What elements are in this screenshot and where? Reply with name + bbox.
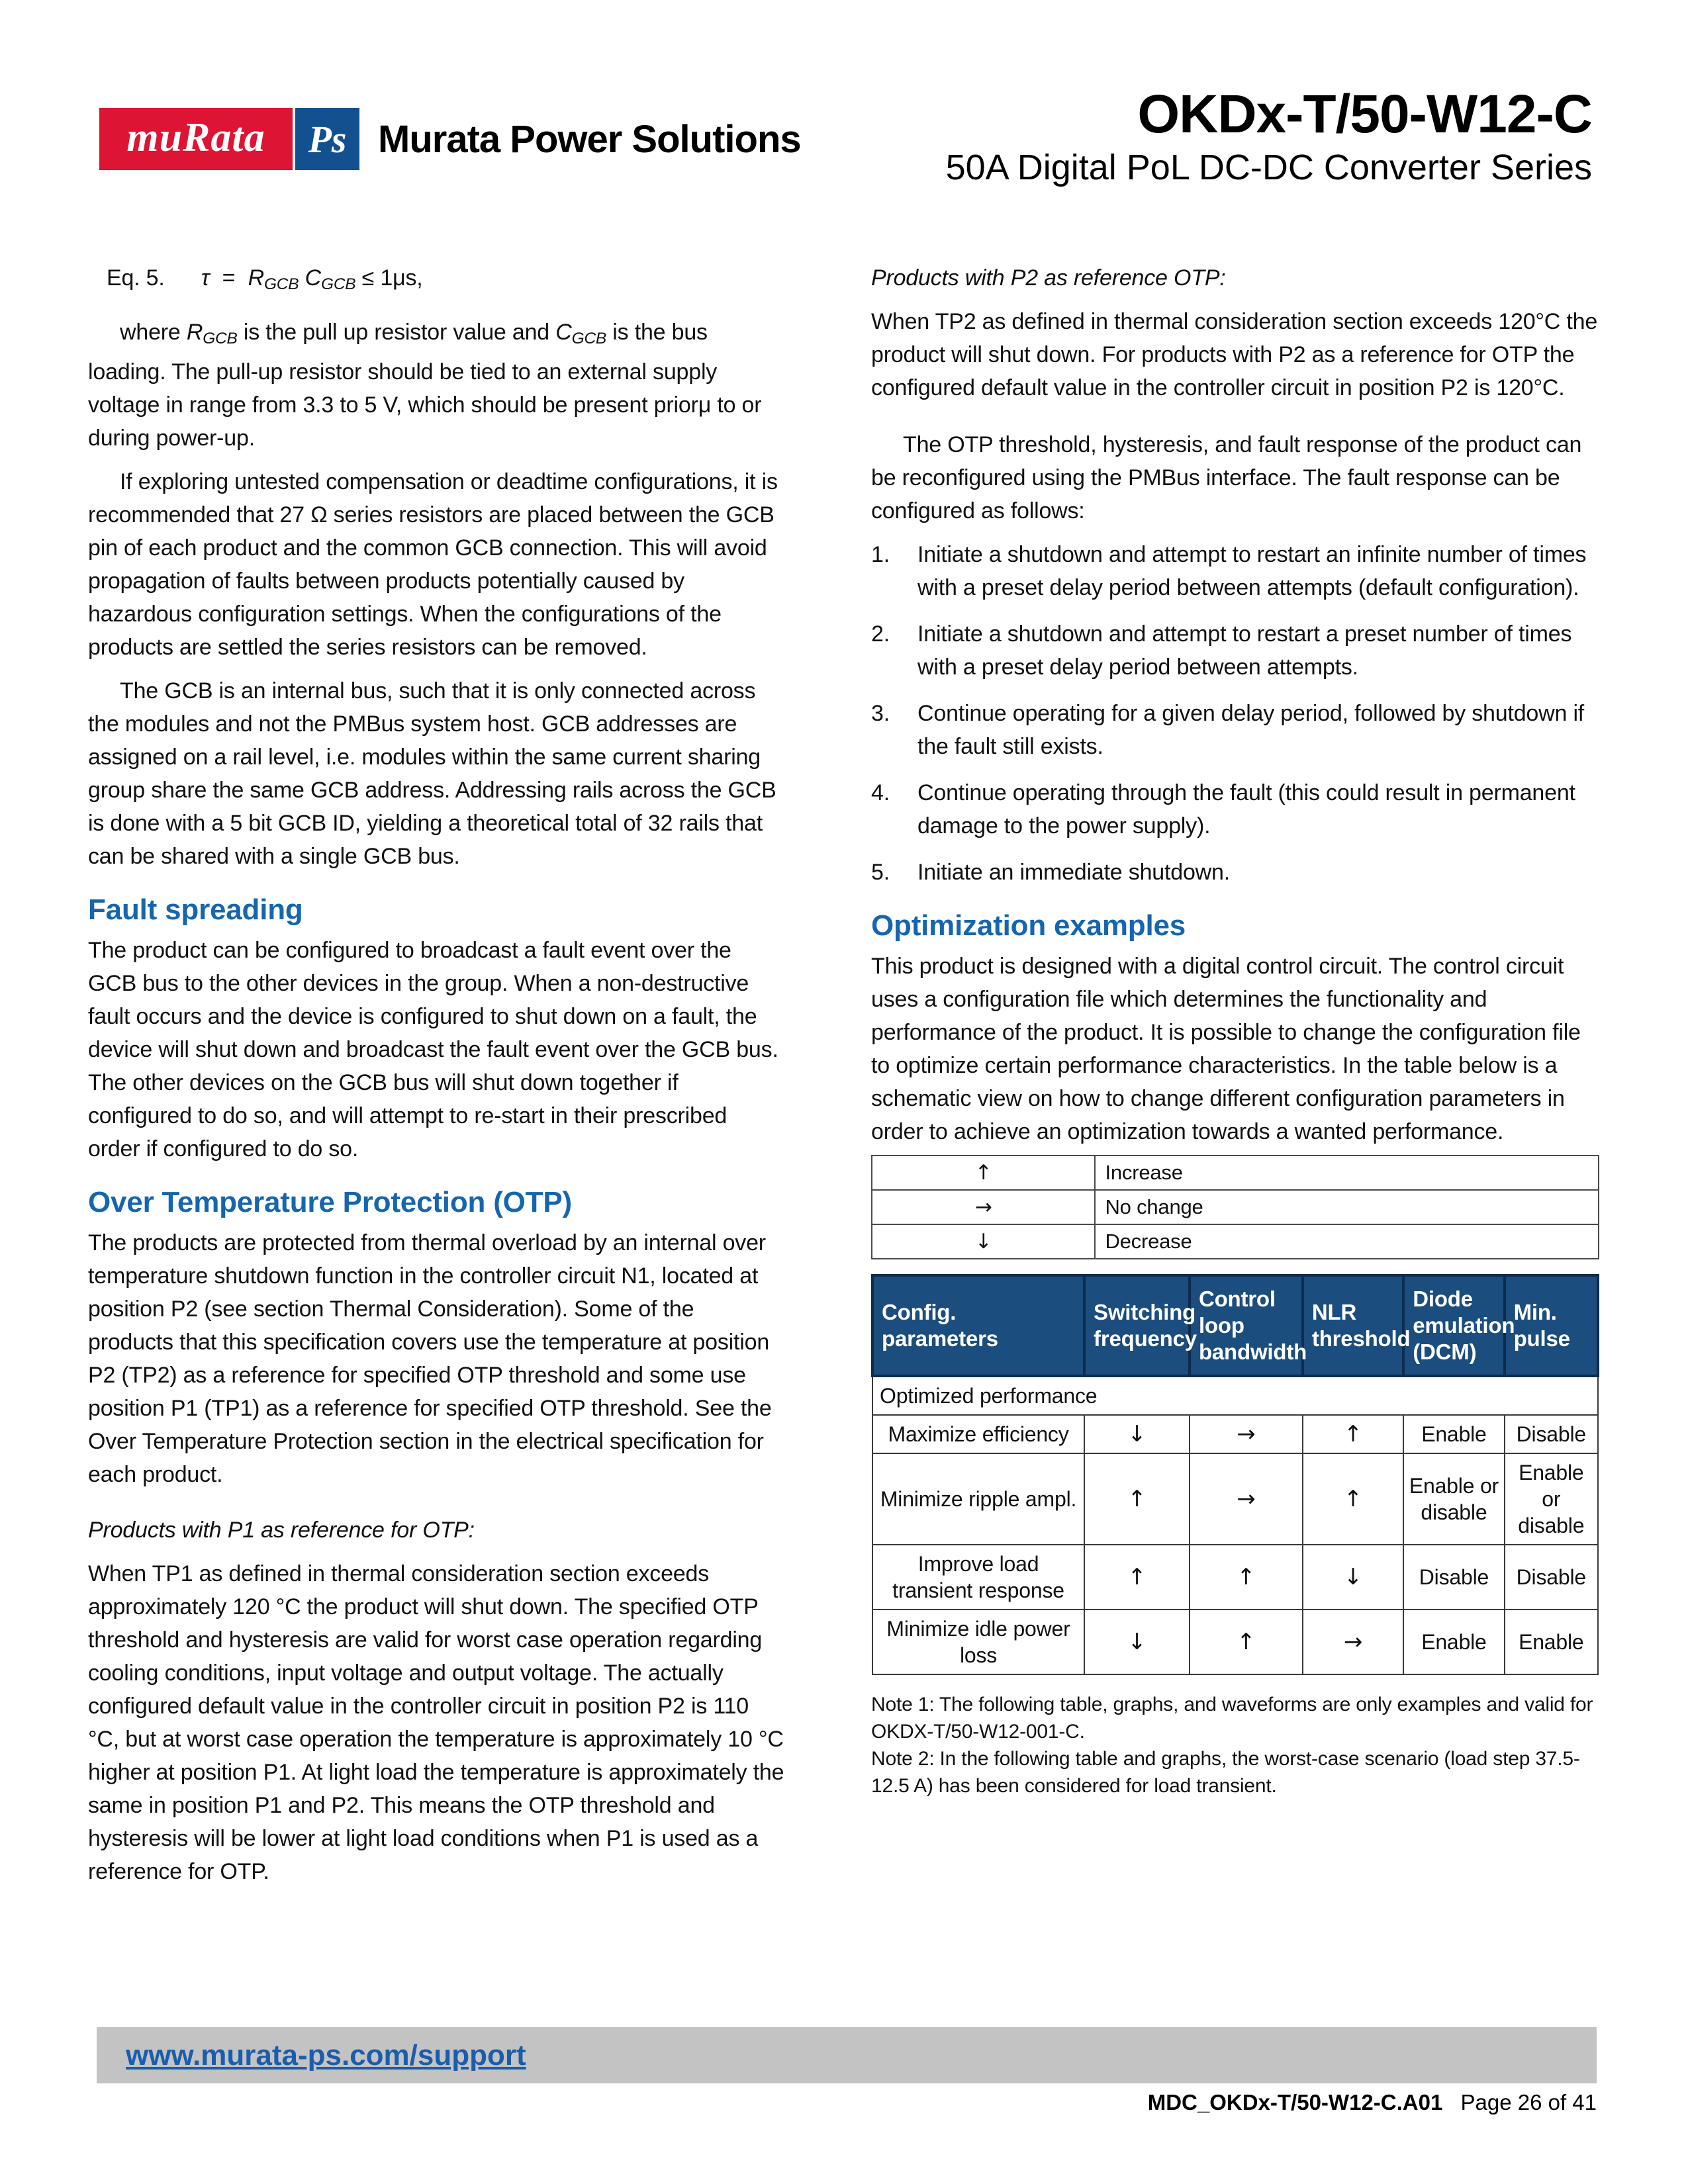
table-section-row bbox=[872, 1376, 1598, 1415]
subheading-p1-reference: Products with P1 as reference for OTP: bbox=[88, 1518, 475, 1543]
subheading-p2-reference: Products with P2 as reference OTP: bbox=[871, 265, 1226, 291]
list-item: 4. Continue operating through the fault (this could result in permanent damage to the power supply). bbox=[871, 780, 1575, 839]
product-title: OKDx-T/50-W12-C bbox=[1137, 84, 1592, 144]
col-header-diode-emulation: Diode emulation (DCM) bbox=[1403, 1275, 1504, 1376]
product-subtitle: 50A Digital PoL DC-DC Converter Series bbox=[945, 148, 1592, 187]
cell-pulse: Enable or disable bbox=[1505, 1453, 1598, 1545]
optimization-table bbox=[871, 1274, 1599, 1675]
cell-loop: ↑ bbox=[1190, 1545, 1303, 1610]
legend-label: Decrease bbox=[1095, 1224, 1599, 1259]
equation-r: R bbox=[248, 265, 264, 291]
section-label: Optimized performance bbox=[872, 1376, 1598, 1415]
legend-row bbox=[872, 1224, 1599, 1259]
col-header-config-parameters: Config. parameters bbox=[872, 1275, 1084, 1376]
paragraph-gcb-bus: The GCB is an internal bus, such that it is only connected across the modules and not the PMBus system host. GCB addresses are assigned on a rail level, i.e. modules within the same current sharing group share the same GCB address. Addressing rails across the GCB is done with a 5 bit GCB ID, yielding a theoretical total of 32 rails that can be shared with a single GCB bus. bbox=[88, 678, 776, 870]
cell-loop: → bbox=[1190, 1453, 1303, 1545]
cell-nlr: ↑ bbox=[1303, 1453, 1403, 1545]
heading-otp: Over Temperature Protection (OTP) bbox=[88, 1186, 572, 1219]
col-header-nlr-threshold: NLR threshold bbox=[1303, 1275, 1403, 1376]
paragraph-otp-reconfigure: The OTP threshold, hysteresis, and fault response of the product can be reconfigured using the PMBus interface. The fault response can be configured as follows: bbox=[871, 432, 1582, 523]
table-row bbox=[872, 1545, 1598, 1610]
table-row bbox=[872, 1415, 1598, 1453]
col-header-control-loop-bandwidth: Control loop bandwidth bbox=[1190, 1275, 1303, 1376]
legend-label: No change bbox=[1095, 1190, 1599, 1224]
paragraph-fault-spreading: The product can be configured to broadcast a fault event over the GCB bus to the other devices in the group. When a non-destructive fault occurs and the device is configured to shut down on a fault, the device will shut down and broadcast the fault event over the GCB bus. The other devices on the GCB bus will shut down together if configured to do so, and will attempt to re-start in their prescribed order if configured to do so. bbox=[88, 938, 778, 1162]
equation-5 bbox=[88, 261, 784, 301]
table-row bbox=[872, 1610, 1598, 1674]
equation-c-sub: GCB bbox=[320, 275, 356, 294]
legend-row bbox=[872, 1156, 1599, 1190]
page-number: Page 26 of 41 bbox=[1460, 2090, 1597, 2115]
footer-reference bbox=[1148, 2090, 1597, 2115]
fault-response-list bbox=[871, 538, 1599, 889]
list-item: 2. Initiate a shutdown and attempt to restart a preset number of times with a preset delay period between attempts. bbox=[871, 621, 1572, 680]
company-name: Murata Power Solutions bbox=[378, 117, 801, 161]
cell-loop: ↑ bbox=[1190, 1610, 1303, 1674]
support-link[interactable]: www.murata-ps.com/support bbox=[126, 2038, 526, 2071]
list-item: 5. Initiate an immediate shutdown. bbox=[871, 860, 1230, 885]
list-item: 1. Initiate a shutdown and attempt to restart an infinite number of times with a preset delay period between attempts (default configuration). bbox=[871, 542, 1587, 600]
heading-fault-spreading: Fault spreading bbox=[88, 893, 303, 927]
paragraph-optimization: This product is designed with a digital control circuit. The control circuit uses a configuration file which determines the functionality and performance of the product. It is possible to change the configuration file to optimize certain performance characteristics. In the table below is a schematic view on how to change different configuration parameters in order to achieve an optimization towards a wanted performance. bbox=[871, 954, 1581, 1144]
arrow-legend-table bbox=[871, 1155, 1599, 1259]
paragraph-otp: The products are protected from thermal overload by an internal over temperature shutdown function in the controller circuit N1, located at position P2 (see section Thermal Consideration). Some of the products that this specification covers use the temperature at position P2 (TP2) as a reference for specified OTP threshold and some use position P1 (TP1) as a reference for specified OTP threshold. See the Over Temperature Protection section in the electrical specification for each product. bbox=[88, 1230, 772, 1488]
paragraph-p1-reference: When TP1 as defined in thermal consideration section exceeds approximately 120 °C the product will shut down. The specified OTP threshold and hysteresis are valid for worst case operation regarding cooling conditions, input voltage and output voltage. The actually configured default value in the controller circuit in position P2 is 110 °C, but at worst case operation the temperature is approximately 10 °C higher at position P1. At light load the temperature is approximately the same in position P1 and P2. This means the OTP threshold and hysteresis will be lower at light load conditions when P1 is used as a reference for OTP. bbox=[88, 1561, 784, 1885]
cell-switching: ↑ bbox=[1084, 1453, 1190, 1545]
equation-label: Eq. 5. bbox=[107, 265, 165, 291]
equation-r-sub: GCB bbox=[263, 275, 299, 294]
heading-optimization-examples: Optimization examples bbox=[871, 909, 1186, 942]
cell-param: Improve load transient response bbox=[872, 1545, 1084, 1610]
cell-dcm: Enable bbox=[1403, 1610, 1504, 1674]
cell-pulse: Enable bbox=[1505, 1610, 1598, 1674]
legend-right-arrow-icon: → bbox=[872, 1190, 1095, 1224]
legend-row bbox=[872, 1190, 1599, 1224]
page-header-logo bbox=[99, 108, 801, 170]
legend-up-arrow-icon: ↑ bbox=[872, 1156, 1095, 1190]
cell-switching: ↓ bbox=[1084, 1415, 1190, 1453]
cell-nlr: ↑ bbox=[1303, 1415, 1403, 1453]
legend-down-arrow-icon: ↓ bbox=[872, 1224, 1095, 1259]
col-header-switching-frequency: Switching frequency bbox=[1084, 1275, 1190, 1376]
cell-param: Minimize idle power loss bbox=[872, 1610, 1084, 1674]
cell-switching: ↓ bbox=[1084, 1610, 1190, 1674]
equation-tail: ≤ 1μs, bbox=[361, 265, 423, 291]
table-row bbox=[872, 1453, 1598, 1545]
equation-tau: τ bbox=[201, 265, 210, 291]
cell-param: Minimize ripple ampl. bbox=[872, 1453, 1084, 1545]
murata-logo-ps-text: Ps bbox=[308, 117, 347, 161]
cell-nlr: ↓ bbox=[1303, 1545, 1403, 1610]
list-item: 3. Continue operating for a given delay period, followed by shutdown if the fault still exists. bbox=[871, 701, 1585, 759]
right-column bbox=[871, 261, 1599, 1799]
table-notes bbox=[871, 1691, 1599, 1799]
optimization-table-header-row bbox=[872, 1275, 1598, 1376]
cell-nlr: → bbox=[1303, 1610, 1403, 1674]
footer-bar bbox=[97, 2027, 1597, 2083]
cell-dcm: Enable bbox=[1403, 1415, 1504, 1453]
cell-dcm: Enable or disable bbox=[1403, 1453, 1504, 1545]
col-header-min-pulse: Min. pulse bbox=[1505, 1275, 1598, 1376]
cell-dcm: Disable bbox=[1403, 1545, 1504, 1610]
murata-logo-text: muRata bbox=[126, 114, 265, 160]
document-reference: MDC_OKDx-T/50-W12-C.A01 bbox=[1147, 2090, 1443, 2115]
left-column bbox=[88, 261, 784, 1899]
murata-logo-ps-box bbox=[295, 108, 359, 170]
legend-label: Increase bbox=[1095, 1156, 1599, 1190]
paragraph-series-resistors: If exploring untested compensation or deadtime configurations, it is recommended that 27 Ω series resistors are placed between the GCB pin of each product and the common GCB connection. This will avoid propagation of faults between products potentially caused by hazardous configuration settings. When the configurations of the products are settled the series resistors can be removed. bbox=[88, 469, 778, 660]
cell-switching: ↑ bbox=[1084, 1545, 1190, 1610]
cell-pulse: Disable bbox=[1505, 1415, 1598, 1453]
note-2: Note 2: In the following table and graphs, the worst-case scenario (load step 37.5-12.5 A) has been considered for load transient. bbox=[871, 1748, 1580, 1797]
murata-logo-red-box bbox=[99, 108, 293, 170]
cell-loop: → bbox=[1190, 1415, 1303, 1453]
equation-equals: = bbox=[222, 265, 236, 291]
cell-param: Maximize efficiency bbox=[872, 1415, 1084, 1453]
title-block bbox=[798, 85, 1592, 188]
cell-pulse: Disable bbox=[1505, 1545, 1598, 1610]
paragraph-where: where RGCB is the pull up resistor value and CGCB is the bus loading. The pull-up resistor should be tied to an external supply voltage in range from 3.3 to 5 V, which should be present priorμ to or during power-up. bbox=[88, 320, 762, 451]
note-1: Note 1: The following table, graphs, and waveforms are only examples and valid for OKDX-T/50-W12-001-C. bbox=[871, 1694, 1593, 1743]
equation-c: C bbox=[305, 265, 321, 291]
paragraph-p2-reference: When TP2 as defined in thermal consideration section exceeds 120°C the product will shut down. For products with P2 as a reference for OTP the configured default value in the controller circuit in position P2 is 120°C. bbox=[871, 309, 1598, 400]
